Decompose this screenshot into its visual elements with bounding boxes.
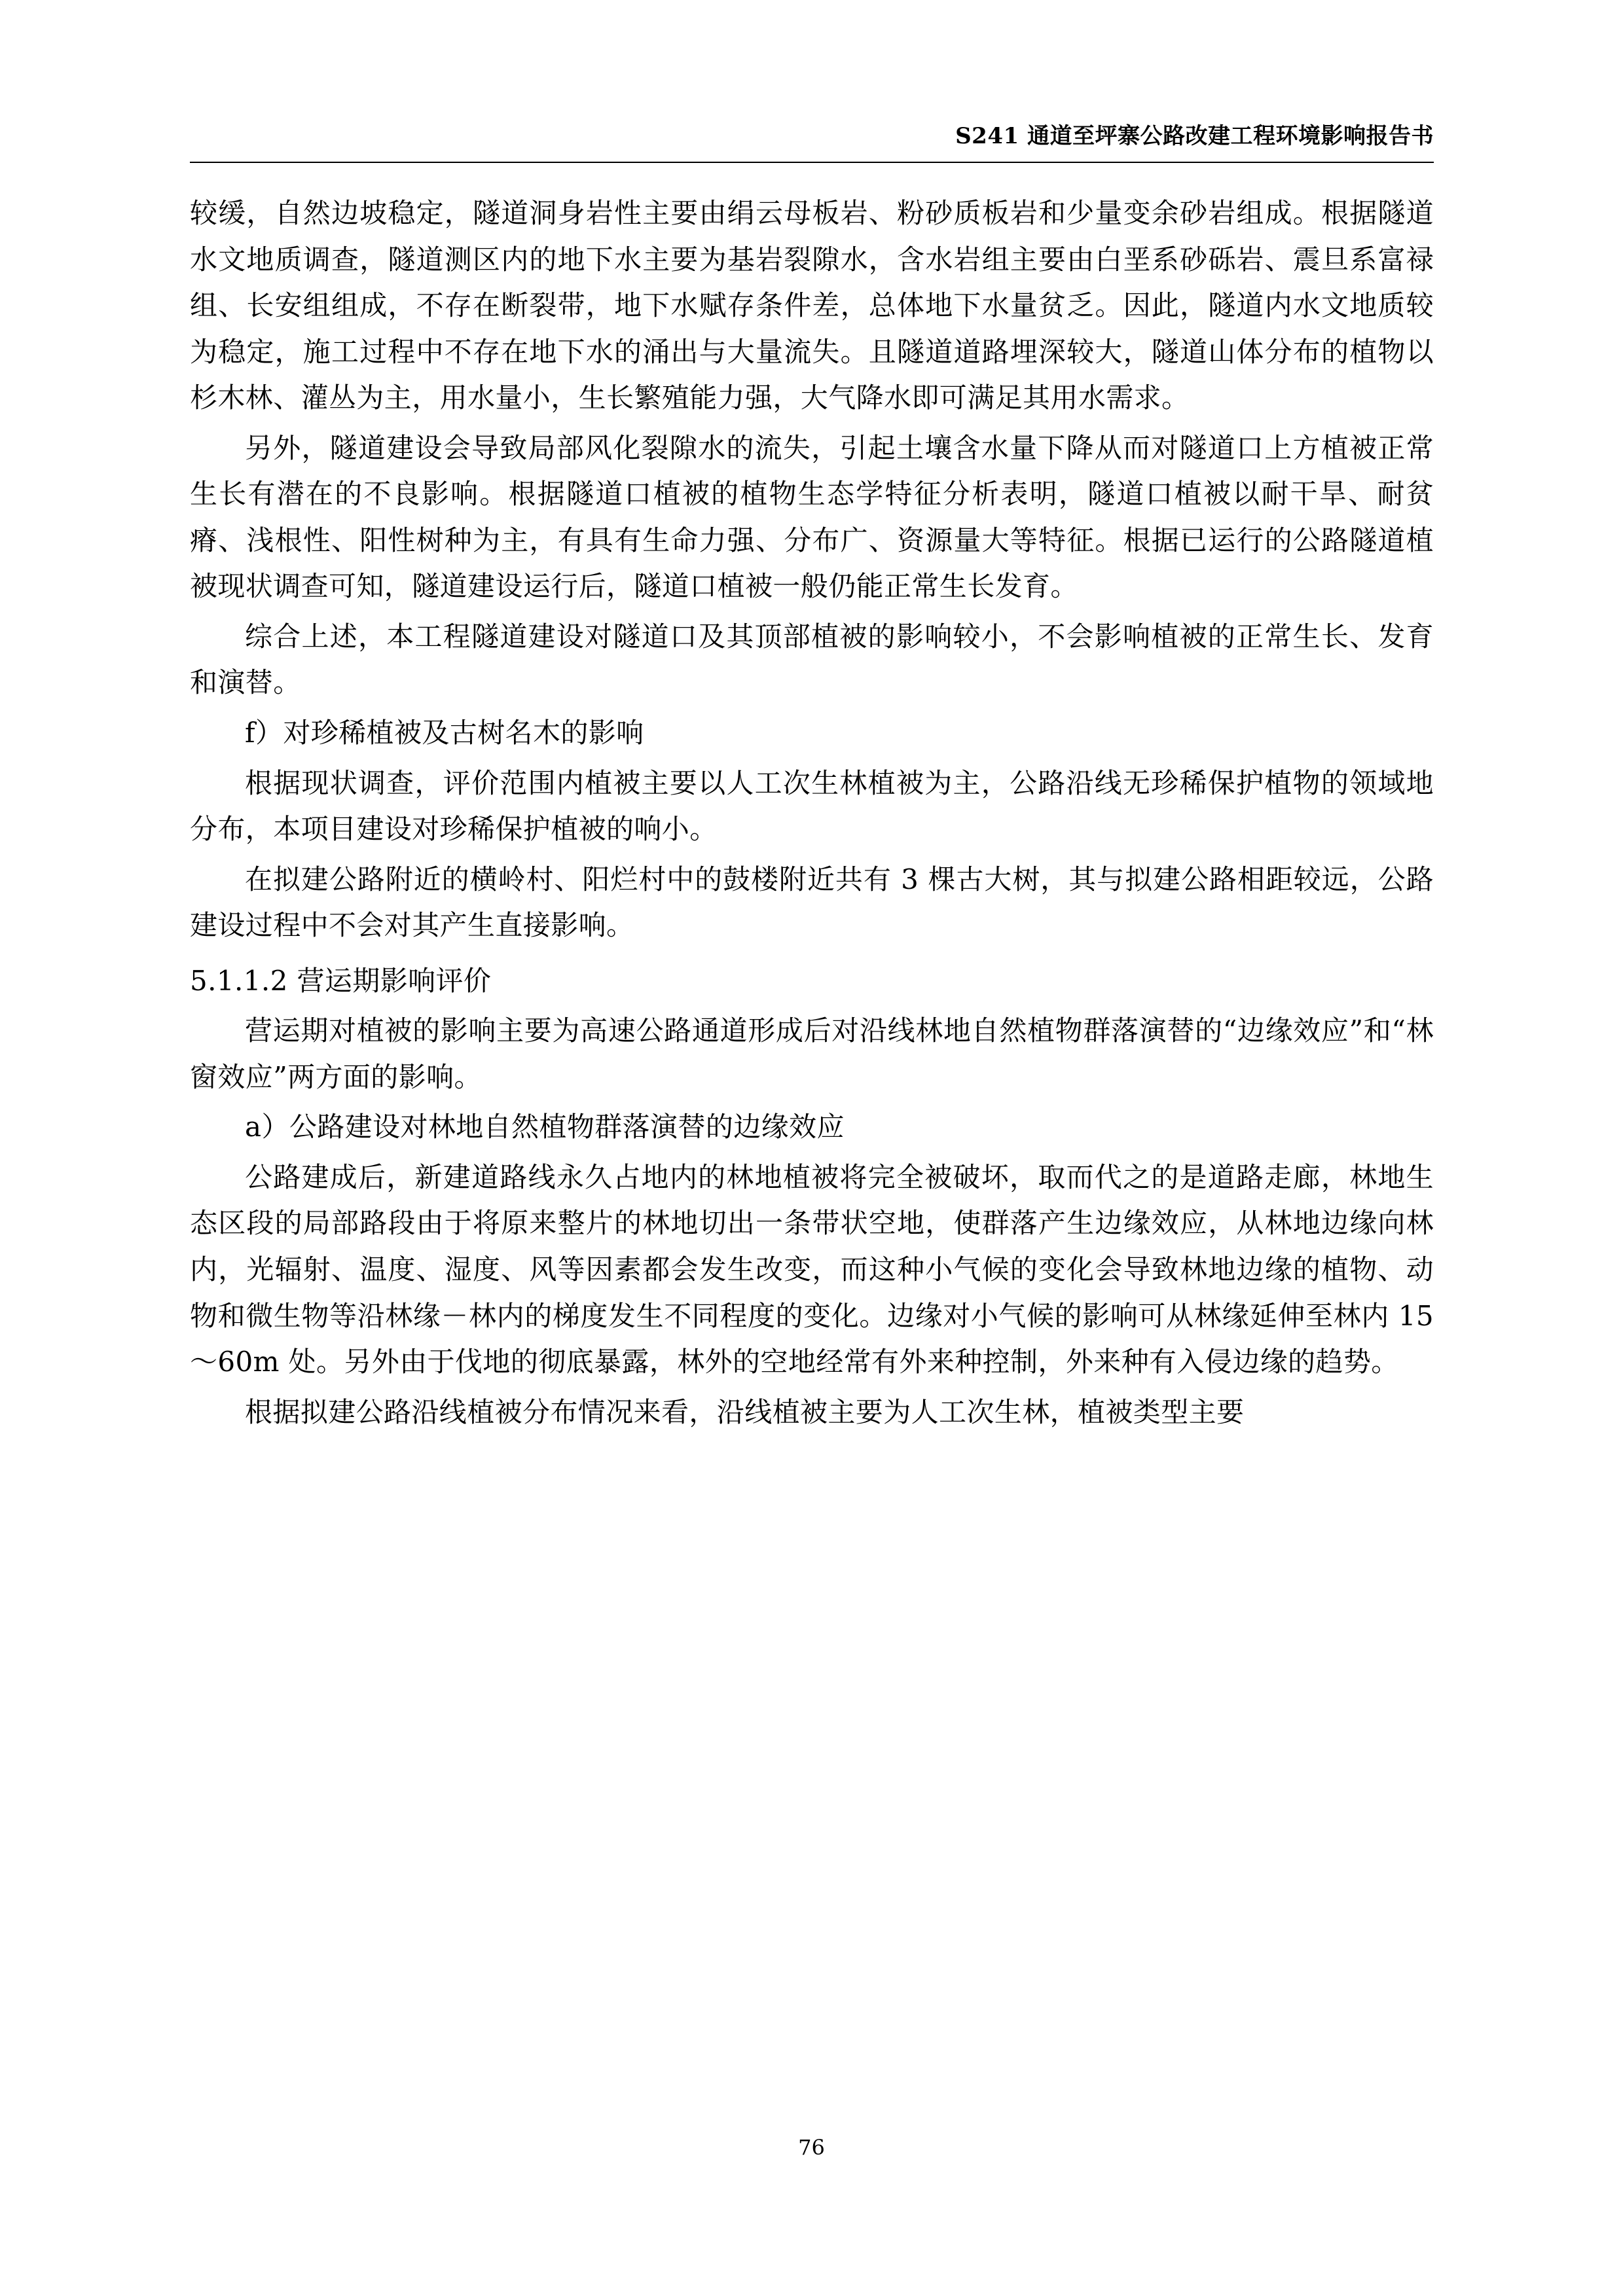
paragraph-4: 根据现状调查，评价范围内植被主要以人工次生林植被为主，公路沿线无珍稀保护植物的领域地分布，本项目建设对珍稀保护植被的响小。 <box>190 766 1434 846</box>
page-content <box>190 118 1434 1439</box>
paragraph-3: 综合上述，本工程隧道建设对隧道口及其顶部植被的影响较小，不会影响植被的正常生长、发育和演替。 <box>190 620 1434 699</box>
paragraph-6: 营运期对植被的影响主要为高速公路通道形成后对沿线林地自然植物群落演替的“边缘效应”和“林窗效应”两方面的影响。 <box>190 1014 1434 1093</box>
section-heading-5-1-1-2: 5.1.1.2 营运期影响评价 <box>190 964 492 997</box>
running-header: S241 通道至坪寨公路改建工程环境影响报告书 <box>955 123 1434 149</box>
paragraph-8: 根据拟建公路沿线植被分布情况来看，沿线植被主要为人工次生林，植被类型主要 <box>245 1395 1245 1428</box>
paragraph-5: 在拟建公路附近的横岭村、阳烂村中的鼓楼附近共有 3 棵古大树，其与拟建公路相距较远，公路建设过程中不会对其产生直接影响。 <box>190 863 1434 942</box>
header-divider <box>190 162 1434 163</box>
paragraph-item-f: f）对珍稀植被及古树名木的影响 <box>245 717 644 749</box>
page-number: 76 <box>798 2135 825 2160</box>
paragraph-item-a: a）公路建设对林地自然植物群落演替的边缘效应 <box>245 1111 845 1143</box>
paragraph-7: 公路建成后，新建道路线永久占地内的林地植被将完全被破坏，取而代之的是道路走廊，林地生态区段的局部路段由于将原来整片的林地切出一条带状空地，使群落产生边缘效应，从林地边缘向林内，光辐射、温度、湿度、风等因素都会发生改变，而这种小气候的变化会导致林地边缘的植物、动物和微生物等沿林缘－林内的梯度发生不同程度的变化。边缘对小气候的影响可从林缘延伸至林内 15～60m 处。另外由于伐地的彻底暴露，林外的空地经常有外来种控制，外来种有入侵边缘的趋势。 <box>190 1160 1434 1378</box>
paragraph-2: 另外，隧道建设会导致局部风化裂隙水的流失，引起土壤含水量下降从而对隧道口上方植被正常生长有潜在的不良影响。根据隧道口植被的植物生态学特征分析表明，隧道口植被以耐干旱、耐贫瘠、浅根性、阳性树种为主，有具有生命力强、分布广、资源量大等特征。根据已运行的公路隧道植被现状调查可知，隧道建设运行后，隧道口植被一般仍能正常生长发育。 <box>190 431 1434 603</box>
paragraph-1: 较缓，自然边坡稳定，隧道洞身岩性主要由绢云母板岩、粉砂质板岩和少量变余砂岩组成。根据隧道水文地质调查，隧道测区内的地下水主要为基岩裂隙水，含水岩组主要由白垩系砂砾岩、震旦系富禄组、长安组组成，不存在断裂带，地下水赋存条件差，总体地下水量贫乏。因此，隧道内水文地质较为稳定，施工过程中不存在地下水的涌出与大量流失。且隧道道路埋深较大，隧道山体分布的植物以杉木林、灌丛为主，用水量小，生长繁殖能力强，大气降水即可满足其用水需求。 <box>190 197 1434 414</box>
